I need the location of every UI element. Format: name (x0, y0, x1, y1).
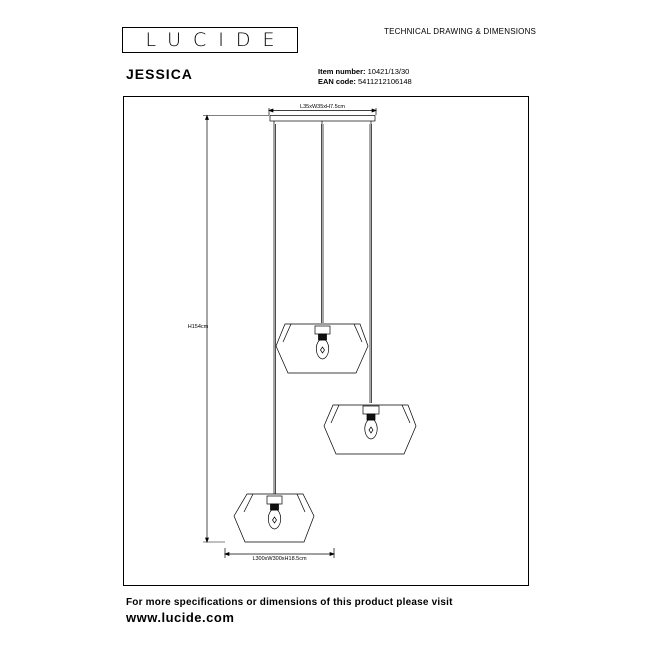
product-name: JESSICA (126, 66, 193, 82)
website-link[interactable]: www.lucide.com (126, 610, 235, 625)
item-number-value: 10421/13/30 (367, 67, 410, 76)
canopy-dimension-label: L35xW35xH7.5cm (300, 104, 345, 110)
document-type: TECHNICAL DRAWING & DIMENSIONS (384, 27, 537, 36)
lucide-logo (122, 27, 298, 53)
ean-label: EAN code: (318, 77, 356, 86)
pendant-shade-right (324, 405, 416, 454)
item-number-row (318, 67, 412, 77)
pendant-shade-middle (276, 324, 368, 373)
shade-dimension-label: L300xW300xH18.5cm (252, 556, 307, 562)
ean-row (318, 77, 412, 87)
height-dimension-label: H154cm (187, 324, 209, 330)
ceiling-canopy (270, 116, 375, 122)
pendant-shade-left (234, 494, 314, 542)
ean-value: 5411212106148 (358, 77, 412, 86)
technical-drawing (123, 96, 529, 586)
footer-note: For more specifications or dimensions of this product please visit (126, 597, 453, 608)
logo-text: LUCIDE (145, 28, 287, 51)
item-number-label: Item number: (318, 67, 366, 76)
product-meta (318, 67, 412, 87)
